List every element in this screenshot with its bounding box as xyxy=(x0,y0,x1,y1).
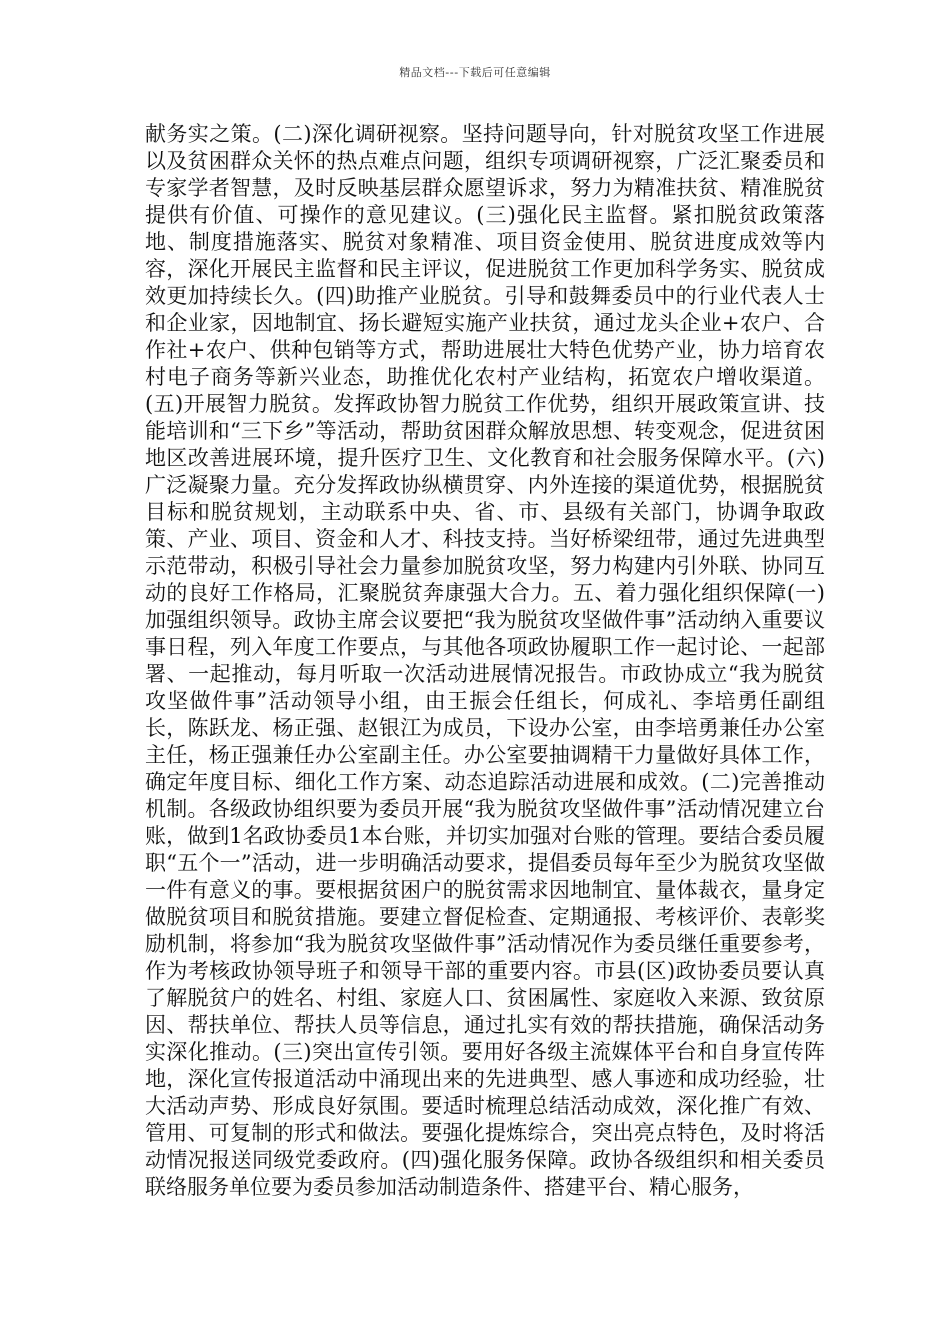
page-header: 精品文档---下载后可任意编辑 xyxy=(399,66,551,79)
body-paragraph: 献务实之策。(二)深化调研视察。坚持问题导向，针对脱贫攻坚工作进展以及贫困群众关怀的热点难点问题，组织专项调研视察，广泛汇聚委员和专家学者智慧，及时反映基层群众愿望诉求，努力为精准扶贫、精准脱贫提供有价值、可操作的意见建议。(三)强化民主监督。紧扣脱贫政策落地、制度措施落实、脱贫对象精准、项目资金使用、脱贫进度成效等内容，深化开展民主监督和民主评议，促进脱贫工作更加科学务实、脱贫成效更加持续长久。(四)助推产业脱贫。引导和鼓舞委员中的行业代表人士和企业家，因地制宜、扬长避短实施产业扶贫，通过龙头企业+农户、合作社+农户、供种包销等方式，帮助进展壮大特色优势产业，协力培育农村电子商务等新兴业态，助推优化农村产业结构，拓宽农户增收渠道。(五)开展智力脱贫。发挥政协智力脱贫工作优势，组织开展政策宣讲、技能培训和“三下乡”等活动，帮助贫困群众解放思想、转变观念，促进贫困地区改善进展环境，提升医疗卫生、文化教育和社会服务保障水平。(六)广泛凝聚力量。充分发挥政协纵横贯穿、内外连接的渠道优势，根据脱贫目标和脱贫规划，主动联系中央、省、市、县级有关部门，协调争取政策、产业、项目、资金和人才、科技支持。当好桥梁纽带，通过先进典型示范带动，积极引导社会力量参加脱贫攻坚，努力构建内引外联、协同互动的良好工作格局，汇聚脱贫奔康强大合力。五、着力强化组织保障(一)加强组织领导。政协主席会议要把“我为脱贫攻坚做件事”活动纳入重要议事日程，列入年度工作要点，与其他各项政协履职工作一起讨论、一起部署、一起推动，每月听取一次活动进展情况报告。市政协成立“我为脱贫攻坚做件事”活动领导小组，由王振会任组长，何成礼、李培勇任副组长，陈跃龙、杨正强、赵银江为成员，下设办公室，由李培勇兼任办公室主任，杨正强兼任办公室副主任。办公室要抽调精干力量做好具体工作，确定年度目标、细化工作方案、动态追踪活动进展和成效。(二)完善推动机制。各级政协组织要为委员开展“我为脱贫攻坚做件事”活动情况建立台账，做到1名政协委员1本台账，并切实加强对台账的管理。要结合委员履职“五个一”活动，进一步明确活动要求，提倡委员每年至少为脱贫攻坚做一件有意义的事。要根据贫困户的脱贫需求因地制宜、量体裁衣，量身定做脱贫项目和脱贫措施。要建立督促检查、定期通报、考核评价、表彰奖励机制，将参加“我为脱贫攻坚做件事”活动情况作为委员继任重要参考，作为考核政协领导班子和领导干部的重要内容。市县(区)政协委员要认真了解脱贫户的姓名、村组、家庭人口、贫困属性、家庭收入来源、致贫原因、帮扶单位、帮扶人员等信息，通过扎实有效的帮扶措施，确保活动务实深化推动。(三)突出宣传引领。要用好各级主流媒体平台和自身宣传阵地，深化宣传报道活动中涌现出来的先进典型、感人事迹和成功经验，壮大活动声势、形成良好氛围。要适时梳理总结活动成效，深化推广有效、管用、可复制的形式和做法。要强化提炼综合，突出亮点特色，及时将活动情况报送同级党委政府。(四)强化服务保障。政协各级组织和相关委员联络服务单位要为委员参加活动制造条件、搭建平台、精心服务， xyxy=(145,122,825,1199)
